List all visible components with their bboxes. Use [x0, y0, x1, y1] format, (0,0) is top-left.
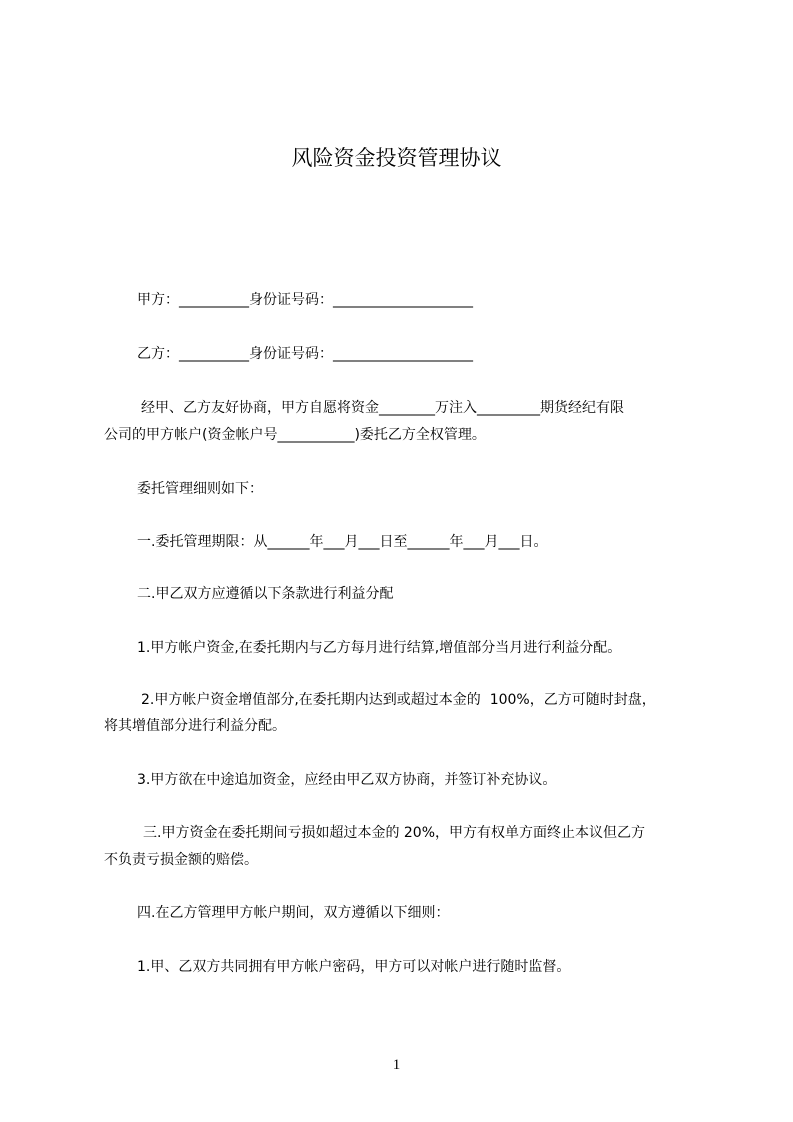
rules-heading: 委托管理细则如下： [137, 481, 263, 497]
party-a-line: 甲方：__________身份证号码：____________________ [137, 292, 473, 308]
intro-paragraph-line-2: 公司的甲方帐户(资金帐户号___________)委托乙方全权管理。 [104, 427, 486, 443]
clause-2-item-3: 3.甲方欲在中途追加资金，应经由甲乙双方协商，并签订补充协议。 [137, 772, 557, 788]
clause-4: 四.在乙方管理甲方帐户期间，双方遵循以下细则： [137, 905, 450, 921]
clause-4-item-1: 1.甲、乙双方共同拥有甲方帐户密码，甲方可以对帐户进行随时监督。 [137, 959, 571, 975]
clause-2: 二.甲乙双方应遵循以下条款进行利益分配 [137, 586, 394, 602]
page-number: 1 [392, 1057, 401, 1073]
document-title: 风险资金投资管理协议 [291, 146, 502, 170]
clause-3-line-1: 三.甲方资金在委托期间亏损如超过本金的 20%，甲方有权单方面终止本议但乙方 [143, 825, 646, 841]
clause-2-item-2-line-1: 2.甲方帐户资金增值部分,在委托期内达到或超过本金的 100%，乙方可随时封盘， [141, 692, 656, 708]
clause-2-item-1: 1.甲方帐户资金,在委托期内与乙方每月进行结算,增值部分当月进行利益分配。 [137, 640, 622, 656]
clause-3-line-2: 不负责亏损金额的赔偿。 [104, 852, 258, 868]
intro-paragraph-line-1: 经甲、乙方友好协商，甲方自愿将资金________万注入_________期货经纪有限 [141, 400, 624, 416]
party-b-line: 乙方：__________身份证号码：____________________ [137, 346, 473, 362]
clause-1: 一.委托管理期限：从______年___月___日至______年___月___日。 [137, 534, 548, 550]
clause-2-item-2-line-2: 将其增值部分进行利益分配。 [104, 718, 286, 734]
